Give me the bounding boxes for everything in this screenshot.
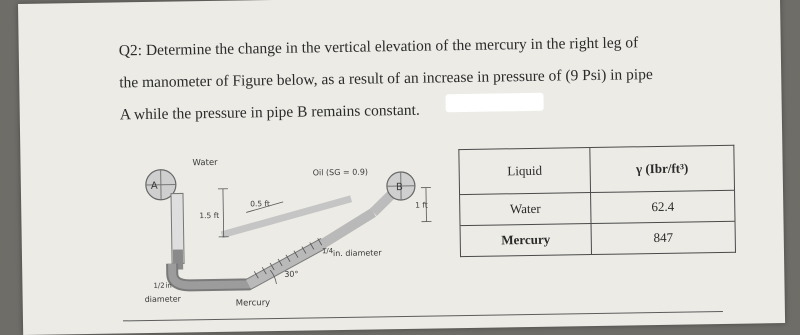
tube-diameter-label: in. diameter [332,248,382,259]
oil-tube [221,199,352,235]
dim-1-5-label: 1.5 ft [199,210,220,221]
question-line-3: A while the pressure in pipe B remains constant. [119,101,420,124]
dim-1-label: 1 ft [415,200,428,210]
angle-label: 30° [284,269,299,279]
header-gamma: γ (Ibr/ft³) [590,145,735,192]
left-diameter-unit: in [165,281,172,290]
property-table [458,145,736,257]
dim-line-1-5 [223,189,224,237]
tube-diameter-fraction: 1/4 [321,247,334,256]
cell-gamma: 847 [591,221,735,254]
cell-liquid: Mercury [460,224,591,257]
cell-liquid: Water [460,193,591,226]
pipe-a-label: A [150,180,158,192]
question-line-1: Q2: Determine the change in the vertical elevation of the mercury in the right leg of [118,34,639,60]
cell-gamma: 62.4 [591,190,735,223]
table-row [460,221,735,256]
question-line-2: the manometer of Figure below, as a result of an increase in pressure of (9 Psi) in pipe [119,66,653,92]
header-liquid: Liquid [459,148,591,195]
paper-sheet [18,0,785,335]
table-row [460,190,735,225]
left-diameter-fraction: 1/2 [153,281,165,290]
dim-0-5-label: 0.5 ft [250,199,271,209]
table-header-row [459,145,735,194]
redaction-mark [445,93,543,113]
oil-label: Oil (SG = 0.9) [312,167,369,178]
pipe-b-label: B [395,181,403,194]
left-diameter-label: diameter [144,294,181,305]
water-label: Water [192,157,218,169]
manometer-figure [18,0,463,335]
mercury-label: Mercury [235,298,271,309]
